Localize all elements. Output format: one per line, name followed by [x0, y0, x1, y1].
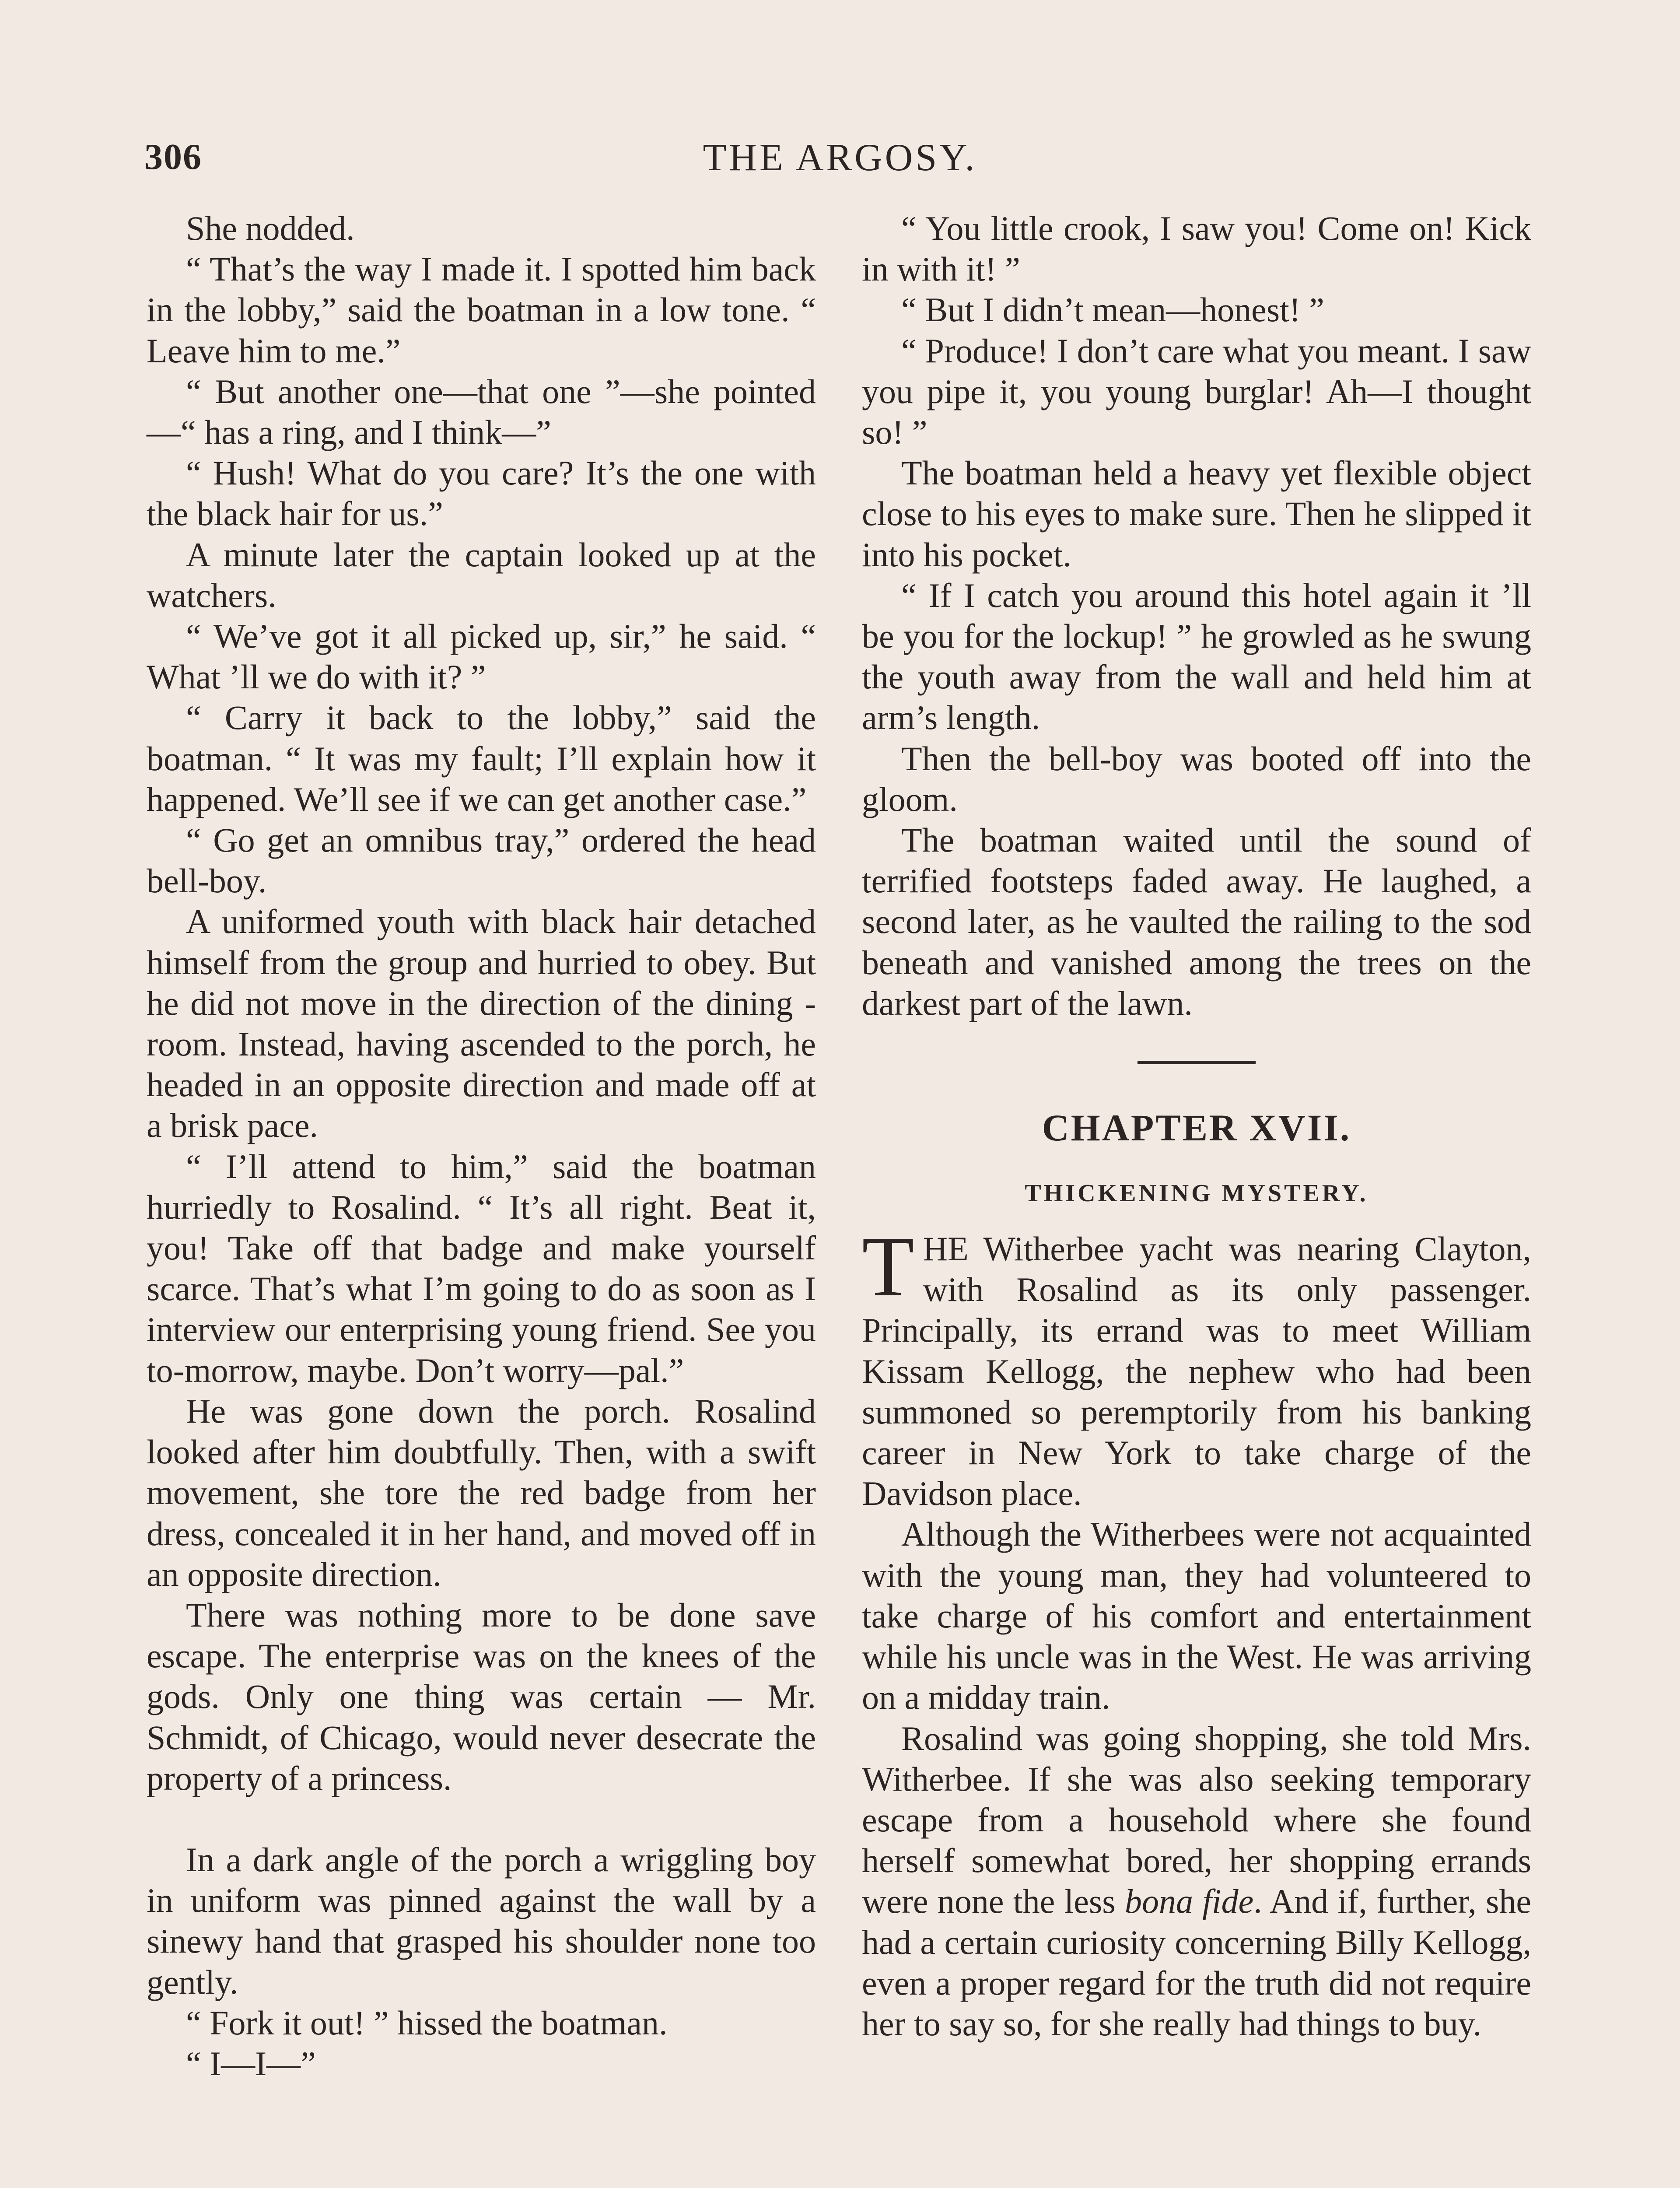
opening-text: HE Witherbee yacht was nearing Clayton, with Rosalind as its only passenger. Principally, its errand was to meet William Kissam Kellogg, the nephew who had been summoned so peremptorily from his banking career in New York to take charge of the Davidson place.: [862, 1230, 1531, 1513]
paragraph: “ But another one—that one ”—she pointed—“ has a ring, and I think—”: [147, 372, 816, 452]
text-run: Rosalind was going shopping, she told Mrs. Witherbee. If she was also seeking temporary escape from a household where she found herself somewhat bored, her shopping errands were none the less: [862, 1719, 1531, 1921]
paragraph: The boatman held a heavy yet flexible object close to his eyes to make sure. Then he slipped it into his pocket.: [862, 454, 1531, 574]
running-title: THE ARGOSY.: [703, 137, 977, 179]
paragraph: “ Produce! I don’t care what you meant. I saw you pipe it, you young burglar! Ah—I thought so! ”: [862, 331, 1531, 452]
paragraph: “ We’ve got it all picked up, sir,” he said. “ What ’ll we do with it? ”: [147, 617, 816, 696]
text-run: . And if, further, she had a certain curiosity concerning Billy Kellogg, even a proper regard for the truth did not require her to say so, for she really had things to buy.: [862, 1882, 1531, 2043]
paragraph: Although the Witherbees were not acquainted with the young man, they had volunteered to take charge of his comfort and entertainment while his uncle was in the West. He was arriving on a midday train.: [862, 1515, 1531, 1717]
left-column: [147, 208, 816, 2084]
paragraph: A uniformed youth with black hair detached himself from the group and hurried to obey. But he did not move in the direction of the dining - room. Instead, having ascended to the porch, he headed in an opposite direction and made off at a brisk pace.: [147, 902, 816, 1145]
paragraph: “ That’s the way I made it. I spotted him back in the lobby,” said the boatman in a low tone. “ Leave him to me.”: [147, 250, 816, 370]
paragraph: She nodded.: [186, 209, 355, 247]
chapter-title: CHAPTER XVII.: [1042, 1107, 1351, 1149]
paragraph: There was nothing more to be done save escape. The enterprise was on the knees of the gods. Only one thing was certain — Mr. Schmidt, of Chicago, would never desecrate the property of a princess.: [147, 1595, 816, 1797]
paragraph: The boatman waited until the sound of terrified footsteps faded away. He laughed, a second later, as he vaulted the railing to the sod beneath and vanished among the trees on the darkest part of the lawn.: [862, 821, 1531, 1022]
paragraph: “ Fork it out! ” hissed the boatman.: [186, 2003, 668, 2042]
paragraph: “ But I didn’t mean—honest! ”: [901, 291, 1324, 329]
paragraph: “ If I catch you around this hotel again it ’ll be you for the lockup! ” he growled as he swung the youth away from the wall and held him at arm’s length.: [862, 576, 1531, 737]
section-break: [147, 1799, 816, 1839]
paragraph: A minute later the captain looked up at the watchers.: [147, 535, 816, 614]
paragraph: “ Go get an omnibus tray,” ordered the head bell-boy.: [147, 821, 816, 900]
paragraph: [862, 1718, 1531, 2044]
chapter-subtitle: THICKENING MYSTERY.: [1025, 1180, 1368, 1207]
paragraph: “ I—I—”: [186, 2044, 316, 2083]
paragraph: “ I’ll attend to him,” said the boatman hurriedly to Rosalind. “ It’s all right. Beat it, you! Take off that badge and make yourself scarce. That’s what I’m going to do as soon as I interview our enterprising young friend. See you to-morrow, maybe. Don’t worry—pal.”: [147, 1147, 816, 1389]
italic-phrase: bona fide: [1124, 1882, 1254, 1921]
paragraph: “ Carry it back to the lobby,” said the boatman. “ It was my fault; I’ll explain how it happened. We’ll see if we can get another case.”: [147, 698, 816, 818]
paragraph: He was gone down the porch. Rosalind looked after him doubtfully. Then, with a swift movement, she tore the red badge from her dress, concealed it in her hand, and moved off in an opposite direction.: [147, 1392, 816, 1593]
paragraph: In a dark angle of the porch a wriggling boy in uniform was pinned against the wall by a sinewy hand that grasped his shoulder none too gently.: [147, 1840, 816, 2001]
page-number: 306: [144, 137, 202, 177]
paragraph: “ Hush! What do you care? It’s the one with the black hair for us.”: [147, 454, 816, 533]
paragraph: Then the bell-boy was booted off into the gloom.: [862, 739, 1531, 818]
paragraph: “ You little crook, I saw you! Come on! Kick in with it! ”: [862, 209, 1531, 288]
drop-cap: T: [862, 1219, 914, 1315]
right-column: [862, 208, 1531, 2044]
page-header: [144, 131, 1536, 188]
chapter-opening-paragraph: [862, 1219, 1531, 1514]
section-rule: [1138, 1061, 1256, 1064]
